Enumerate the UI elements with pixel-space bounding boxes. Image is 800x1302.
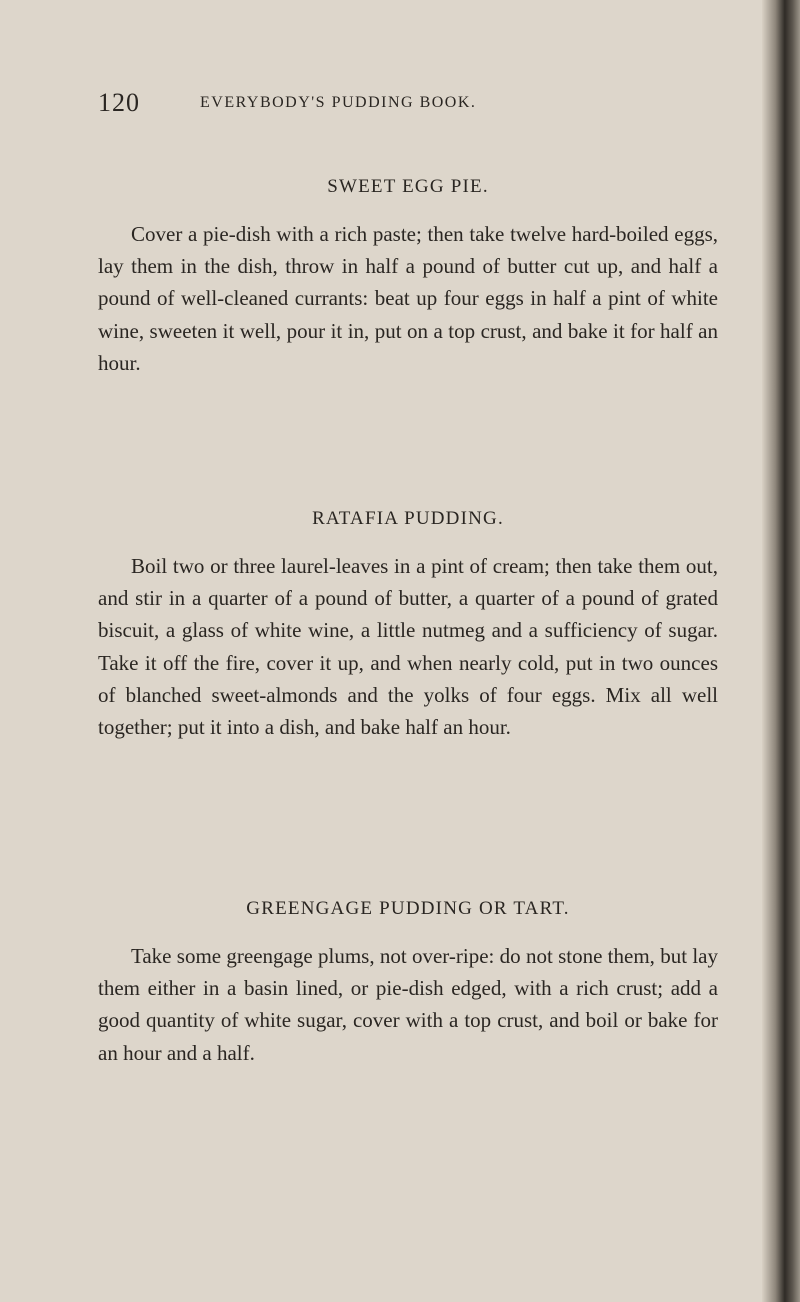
recipe-body: Boil two or three laurel-leaves in a pint of cream; then take them out, and stir in a quarter of a pound of butter, a quarter of a pound of grated biscuit, a glass of white wine, a little nutmeg and a sufficiency of sugar. Take it off the fire, cover it up, and when nearly cold, put in two ounces of blanched sweet-almonds and the yolks of four eggs. Mix all well together; put it into a dish, and bake half an hour. <box>98 554 718 740</box>
recipe-title: RATAFIA PUDDING. <box>312 508 504 529</box>
recipe-title: SWEET EGG PIE. <box>327 176 489 197</box>
recipe-ratafia-pudding <box>98 508 718 743</box>
page-binding-shadow <box>762 0 800 1302</box>
recipe-greengage-pudding <box>98 898 718 1069</box>
recipe-body: Take some greengage plums, not over-ripe: do not stone them, but lay them either in a basin lined, or pie-dish edged, with a rich crust; add a good quantity of white sugar, cover with a top crust, and boil or bake for an hour and a half. <box>98 944 718 1065</box>
page-header <box>98 88 698 128</box>
running-head: EVERYBODY'S PUDDING BOOK. <box>200 94 477 111</box>
recipe-sweet-egg-pie <box>98 176 718 379</box>
recipe-title: GREENGAGE PUDDING OR TART. <box>246 898 570 919</box>
recipe-body: Cover a pie-dish with a rich paste; then take twelve hard-boiled eggs, lay them in the dish, throw in half a pound of butter cut up, and half a pound of well-cleaned currants: beat up four eggs in half a pint of white wine, sweeten it well, pour it in, put on a top crust, and bake it for half an hour. <box>98 222 718 375</box>
page-number: 120 <box>98 88 140 117</box>
